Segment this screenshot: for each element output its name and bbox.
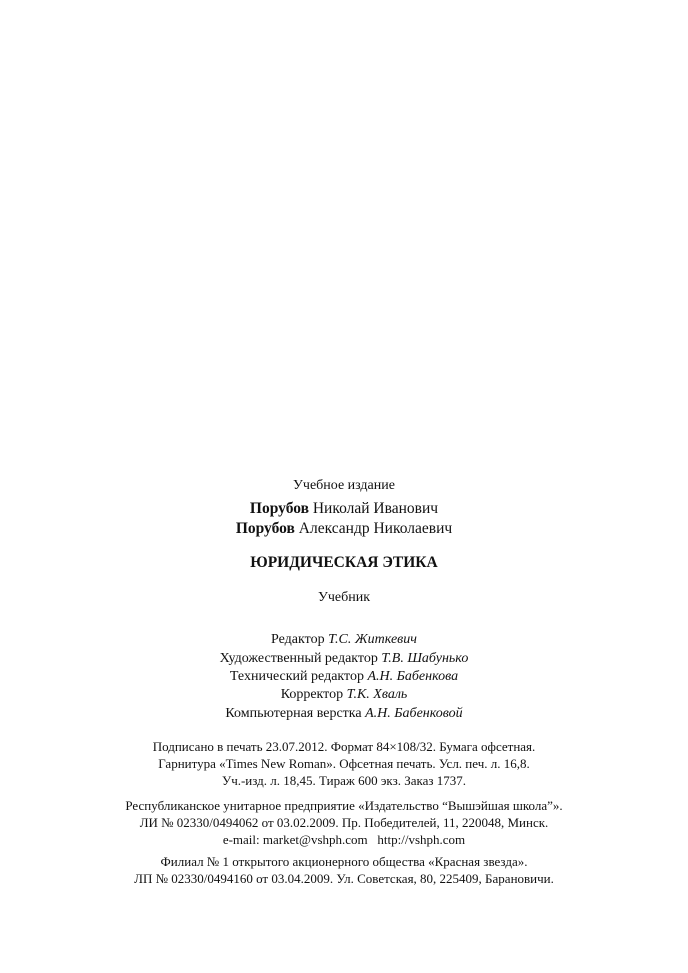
edition-type: Учебное издание <box>293 478 395 493</box>
credit-line <box>0 707 688 721</box>
book-type: Учебник <box>317 590 371 605</box>
printer-line: Филиал № 1 открытого акционерного общества «Красная звезда». <box>160 854 528 869</box>
publisher-line: Республиканское унитарное предприятие «Издательство “Вышэйшая школа”». <box>125 798 563 813</box>
publisher-contacts: e-mail: market@vshph.com http://vshph.com <box>222 832 466 847</box>
book-title: ЮРИДИЧЕСКАЯ ЭТИКА <box>250 554 438 571</box>
author-given-names: Александр Николаевич <box>298 520 453 537</box>
credit-role: Технический редактор <box>229 669 364 684</box>
print-info-line: Гарнитура «Times New Roman». Офсетная печать. Усл. печ. л. 16,8. <box>158 756 530 771</box>
publisher-line: ЛИ № 02330/0494062 от 03.02.2009. Пр. Победителей, 11, 220048, Минск. <box>139 815 549 830</box>
print-info-line: Подписано в печать 23.07.2012. Формат 84×108/32. Бумага офсетная. <box>152 739 536 754</box>
author-line <box>0 521 688 537</box>
credit-role: Художественный редактор <box>219 651 378 666</box>
credit-name: А.Н. Бабенкова <box>367 669 459 684</box>
credit-line <box>0 688 688 702</box>
credit-line <box>0 652 688 666</box>
credit-name: Т.К. Хваль <box>346 687 408 702</box>
credit-role: Компьютерная верстка <box>225 706 362 721</box>
credit-name: А.Н. Бабенковой <box>365 706 463 721</box>
author-surname: Порубов <box>235 520 295 537</box>
print-info-line: Уч.-изд. л. 18,45. Тираж 600 экз. Заказ 1737. <box>221 773 467 788</box>
credit-role: Корректор <box>280 687 344 702</box>
credit-line <box>0 633 688 647</box>
printer-line: ЛП № 02330/0494160 от 03.04.2009. Ул. Советская, 80, 225409, Барановичи. <box>134 871 554 886</box>
credit-name: Т.С. Житкевич <box>328 632 417 647</box>
author-surname: Порубов <box>249 500 309 517</box>
credit-line <box>0 670 688 684</box>
author-given-names: Николай Иванович <box>312 500 439 517</box>
credit-role: Редактор <box>271 632 325 647</box>
credit-name: Т.В. Шабунько <box>381 651 469 666</box>
author-line <box>0 501 688 517</box>
